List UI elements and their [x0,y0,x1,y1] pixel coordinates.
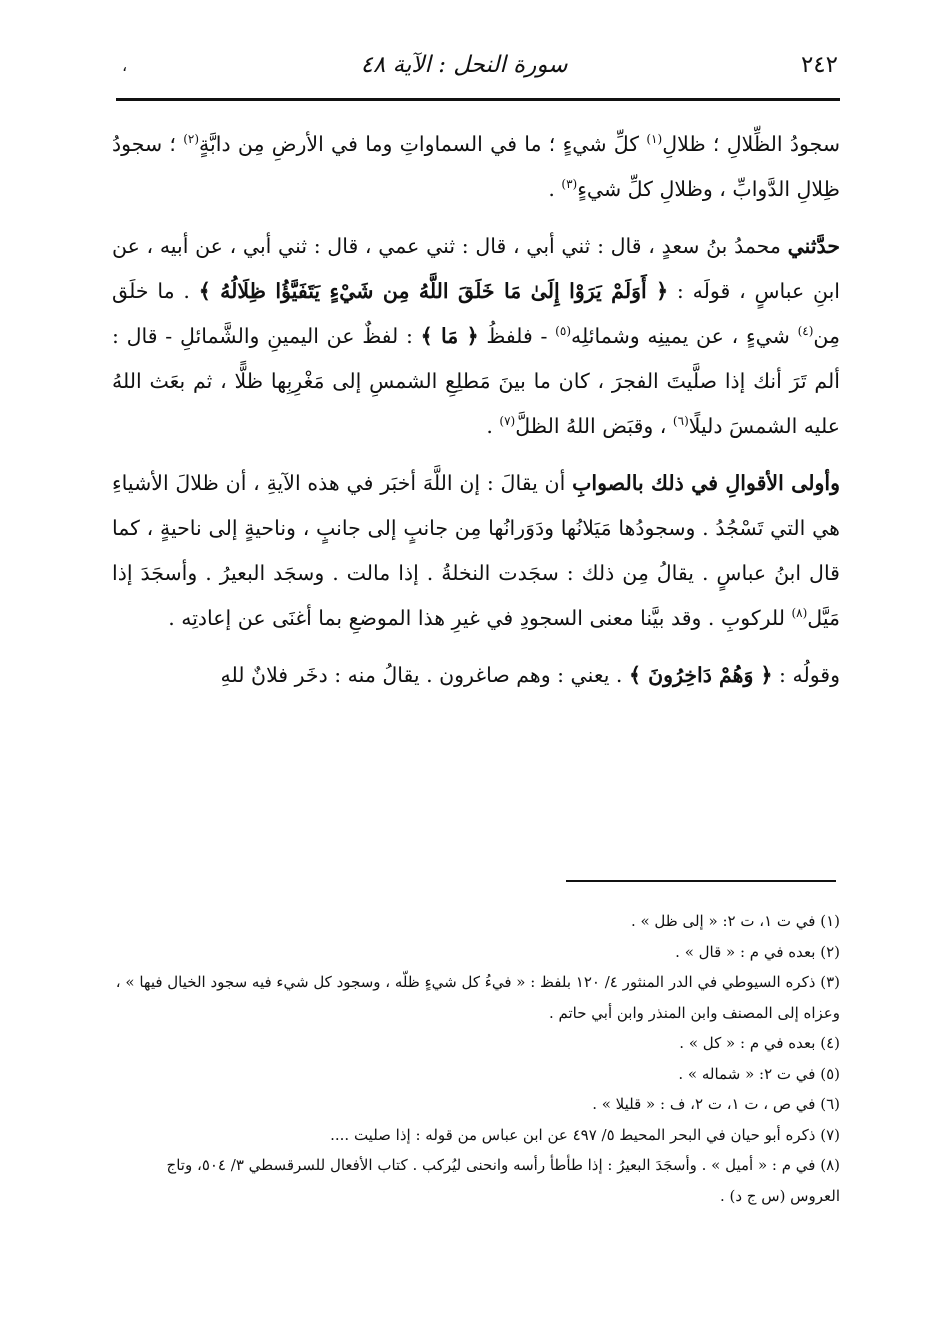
paragraph [112,122,840,212]
footnote-ref: (١) [646,132,663,147]
paragraph-lead: وأولى الأقوالِ في ذلك بالصوابِ [572,471,840,495]
text-run: - فلفظُ [478,324,556,348]
page-number: ٢٤٢ [800,52,838,78]
text-run: محمدُ بنُ سعدٍ ، قال : ثني أبي ، قال : ثني عمي ، قال : ثني أبي ، عن أبيه ، عن ابنِ عباسٍ ، قولَه : [112,234,840,303]
main-text [112,122,840,710]
footnote-ref: (٧) [499,414,516,429]
footnote-separator [566,880,836,882]
footnote: (٤) بعده في م : « كل » . [679,1034,840,1052]
header-rule [116,98,840,101]
footnote-ref: (٦) [672,414,689,429]
text-run: أن يقالَ : إن اللَّهَ أخبَر في هذه الآيةِ ، أن ظلالَ الأشياءِ هي التي تَسْجُدُ . وسجودُها مَيَلانُها ودَوَرانُها مِن جانبٍ إلى جانبٍ ، وناحيةٍ إلى ناحيةٍ ، كما قال ابنُ عباسٍ . يقالُ مِن ذلك : سجَدت النخلةُ . إذا مالت . وسجَد البعيرُ . وأسجَدَ إذا مَيَّل [112,471,840,630]
text-run: . يعني : وهم صاغرون . يقالُ منه : دخَر فلانٌ للهِ [220,663,629,687]
text-run: . ما خلَق مِن [112,279,841,348]
footnote: (٧) ذكره أبو حيان في البحر المحيط ٥/ ٤٩٧ عن ابن عباس من قوله : إذا صليت .... [330,1125,840,1144]
header-mark: ، [122,55,128,75]
paragraph-lead: حدَّثني [787,234,840,258]
paragraph [112,653,840,698]
footnote: (٦) في ص ، ت ١، ت ٢، ف : « قليلا » . [592,1095,840,1113]
running-header [118,42,838,88]
text-run: وقولُه : [772,663,840,687]
footnote-ref: (٤) [797,324,814,339]
text-run: شيءٍ ، عن يمينِه وشمائلِه [571,324,798,348]
paragraph [112,461,840,641]
quran-quote: ﴿ وَهُمْ دَاخِرُونَ ﴾ [628,663,773,687]
footnote: (١) في ت ١، ت ٢: « إلى ظل » . [630,912,840,930]
footnotes [112,906,840,1211]
footnote: (٢) بعده في م : « قال » . [675,942,840,961]
quran-quote: ﴿ أَوَلَمْ يَرَوْا إِلَىٰ مَا خَلَقَ اللَّهُ مِن شَيْءٍ يَتَفَيَّؤُا ظِلَالُهُ ﴾ [198,279,669,303]
footnote-ref: (٢) [183,132,200,147]
text-run: . [486,414,500,438]
text-run: للركوبِ . وقد بيَّنا معنى السجودِ في غيرِ هذا الموضعِ بما أغنَى عن إعادتِه . [168,606,792,630]
text-run: سجودُ الظِّلالِ ؛ ظلالِ [662,132,840,156]
text-run: : لفظٌ عن اليمينِ والشَّمائلِ - قال : ألم تَرَ أنك إذا صلَّيتَ الفجرَ ، كان ما بينَ مَطلِعِ الشمسِ إلى مَغْرِبِها ظلًّا ، ثم بعَث اللهُ عليه الشمسَ دليلًا [112,324,840,438]
footnote: (٥) في ت ٢: « شماله » . [678,1064,840,1083]
text-run: . [548,177,562,201]
footnote: (٣) ذكره السيوطي في الدر المنثور ٤/ ١٢٠ بلفظ : « فيءُ كل شيءٍ ظلّه ، وسجود كل شيء فيه سجود الخيال فيها » ، وعزاه إلى المصنف وابن المنذر وابن أبي حاتم . [115,973,840,1022]
footnote-ref: (٥) [555,324,571,339]
text-run: كلِّ شيءٍ ؛ ما في السماواتِ وما في الأرضِ مِن دابَّةٍ [199,132,647,156]
header-title: سورة النحل : الآية ٤٨ [360,52,568,78]
footnote: (٨) في م : « أميل » . وأسجَدَ البعيرُ : إذا طأطأ رأسه وانحنى ليُركب . كتاب الأفعال للسرقسطي ٣/ ٥٠٤، وتاج العروس (س ج د) . [166,1156,840,1205]
text-run: ، وقبَض اللهُ الظلَّ [515,414,673,438]
paragraph [112,224,840,449]
footnote-ref: (٣) [561,177,578,192]
quran-quote: ﴿ مَا ﴾ [420,324,479,348]
text-run: ؛ سجودُ ظِلالِ الدَّوابِّ ، وظلالِ كلِّ شيءٍ [112,132,840,201]
footnote-ref: (٨) [791,606,808,621]
